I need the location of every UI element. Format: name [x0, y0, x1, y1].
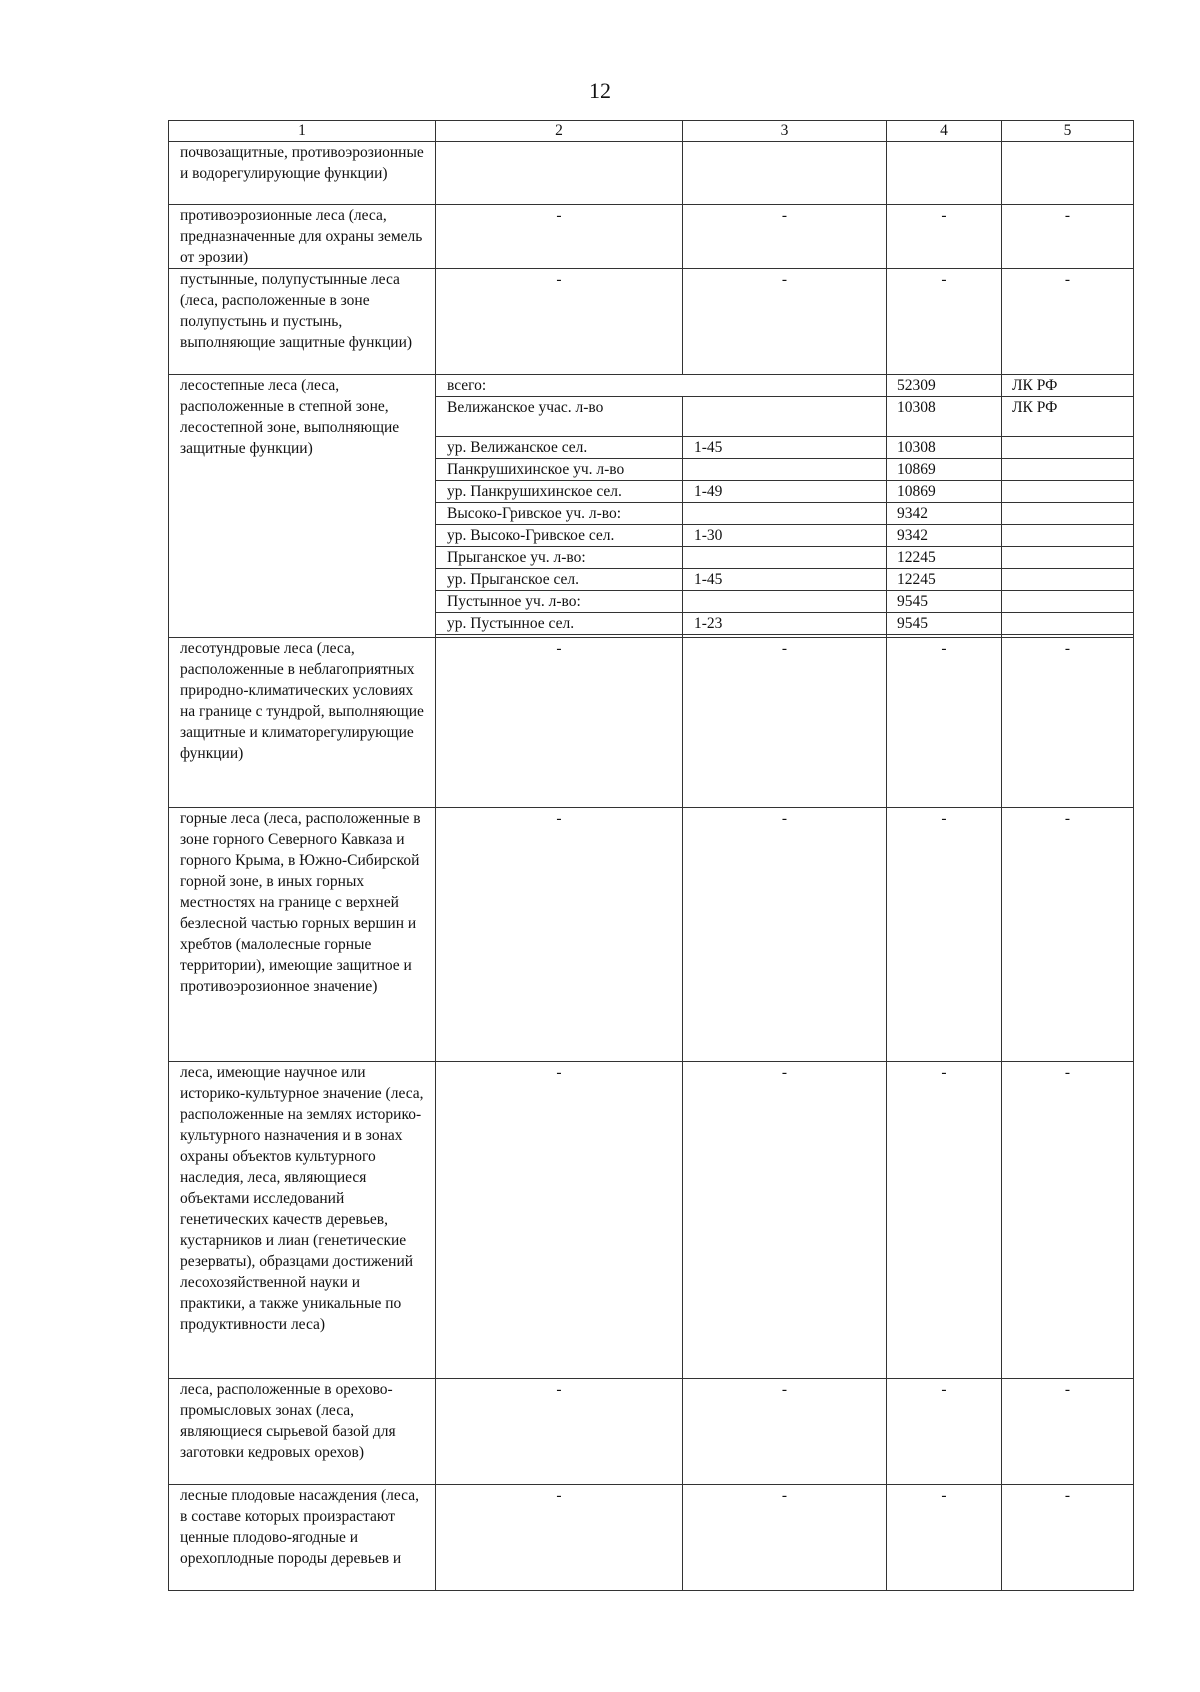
district-quarters: [683, 503, 887, 525]
table-row: [169, 638, 1134, 808]
dash-cell: -: [1002, 1062, 1134, 1379]
dash-cell: -: [887, 205, 1002, 269]
dash-cell: -: [436, 1485, 683, 1591]
dash-cell: -: [683, 808, 887, 1062]
table-row: [169, 142, 1134, 205]
header-col-5: 5: [1002, 121, 1134, 142]
table-row: [169, 1062, 1134, 1379]
row-category: лесотундровые леса (леса, расположенные в неблагоприятных природно-климатических условиях на границе с тундрой, выполняющие защитные и климаторегулирующие функции): [169, 638, 436, 808]
row-category: лесостепные леса (леса, расположенные в степной зоне, лесостепной зоне, выполняющие защитные функции): [169, 375, 436, 638]
district-name: ур. Прыганское сел.: [436, 569, 683, 591]
district-doc: [1002, 525, 1134, 547]
dash-cell: -: [436, 808, 683, 1062]
district-area: 9342: [887, 503, 1002, 525]
row-category: леса, имеющие научное или историко-культурное значение (леса, расположенные на землях историко-культурного назначения и в зонах охраны объектов культурного наследия, леса, являющиеся объектами исследований генетических качеств деревьев, кустарников и лиан (генетические резерваты), образцами достижений лесохозяйственной науки и практики, а также уникальные по продуктивности леса): [169, 1062, 436, 1379]
district-doc: [1002, 591, 1134, 613]
district-name: Высоко-Гривское уч. л-во:: [436, 503, 683, 525]
dash-cell: -: [887, 638, 1002, 808]
district-area: 10869: [887, 481, 1002, 503]
dash-cell: -: [683, 1062, 887, 1379]
district-quarters: 1-23: [683, 613, 887, 635]
district-name: Прыганское уч. л-во:: [436, 547, 683, 569]
district-quarters: [683, 397, 887, 437]
dash-cell: -: [887, 1485, 1002, 1591]
dash-cell: -: [887, 1062, 1002, 1379]
district-quarters: [683, 459, 887, 481]
header-col-1: 1: [169, 121, 436, 142]
dash-cell: -: [887, 269, 1002, 375]
table-row: [169, 808, 1134, 1062]
table-row: [169, 205, 1134, 269]
district-area: 10869: [887, 459, 1002, 481]
district-quarters: [683, 591, 887, 613]
district-name: Велижанское учас. л-во: [436, 397, 683, 437]
row-category: почвозащитные, противоэрозионные и водорегулирующие функции): [169, 142, 436, 205]
district-doc: [1002, 569, 1134, 591]
table-row: [169, 269, 1134, 375]
dash-cell: -: [683, 269, 887, 375]
header-col-2: 2: [436, 121, 683, 142]
district-quarters: 1-45: [683, 569, 887, 591]
district-area: 9545: [887, 613, 1002, 635]
district-quarters: 1-30: [683, 525, 887, 547]
dash-cell: -: [1002, 269, 1134, 375]
dash-cell: -: [1002, 638, 1134, 808]
dash-cell: -: [436, 1379, 683, 1485]
dash-cell: -: [887, 808, 1002, 1062]
total-label: всего:: [436, 375, 887, 397]
row-category: противоэрозионные леса (леса, предназначенные для охраны земель от эрозии): [169, 205, 436, 269]
district-doc: [1002, 547, 1134, 569]
total-doc: ЛК РФ: [1002, 375, 1134, 397]
district-name: ур. Высоко-Гривское сел.: [436, 525, 683, 547]
table-row: [169, 1379, 1134, 1485]
row-category: горные леса (леса, расположенные в зоне горного Северного Кавказа и горного Крыма, в Южно-Сибирской горной зоне, в иных горных местностях на границе с верхней безлесной частью горных вершин и хребтов (малолесные горные территории), имеющие защитное и противоэрозионное значение): [169, 808, 436, 1062]
district-doc: [1002, 613, 1134, 635]
dash-cell: -: [683, 205, 887, 269]
district-name: Пустынное уч. л-во:: [436, 591, 683, 613]
total-area: 52309: [887, 375, 1002, 397]
district-name: ур. Панкрушихинское сел.: [436, 481, 683, 503]
district-doc: [1002, 459, 1134, 481]
dash-cell: -: [1002, 1379, 1134, 1485]
row-category: лесные плодовые насаждения (леса, в составе которых произрастают ценные плодово-ягодные и орехоплодные породы деревьев и: [169, 1485, 436, 1591]
dash-cell: -: [887, 1379, 1002, 1485]
district-area: 9342: [887, 525, 1002, 547]
dash-cell: -: [683, 1379, 887, 1485]
dash-cell: -: [436, 269, 683, 375]
row-category: леса, расположенные в орехово-промысловых зонах (леса, являющиеся сырьевой базой для заготовки кедровых орехов): [169, 1379, 436, 1485]
district-doc: ЛК РФ: [1002, 397, 1134, 437]
district-doc: [1002, 437, 1134, 459]
district-area: 10308: [887, 437, 1002, 459]
header-row: [169, 121, 1134, 142]
district-quarters: 1-45: [683, 437, 887, 459]
dash-cell: -: [436, 1062, 683, 1379]
district-name: ур. Пустынное сел.: [436, 613, 683, 635]
protective-forests-table: [168, 120, 1134, 1591]
district-area: 12245: [887, 569, 1002, 591]
district-doc: [1002, 481, 1134, 503]
dash-cell: -: [1002, 205, 1134, 269]
table-row: [169, 1485, 1134, 1591]
dash-cell: -: [683, 638, 887, 808]
district-quarters: [683, 547, 887, 569]
page-number: 12: [589, 78, 611, 103]
row-category: пустынные, полупустынные леса (леса, расположенные в зоне полупустынь и пустынь, выполняющие защитные функции): [169, 269, 436, 375]
header-col-4: 4: [887, 121, 1002, 142]
header-col-3: 3: [683, 121, 887, 142]
dash-cell: -: [436, 638, 683, 808]
district-area: 9545: [887, 591, 1002, 613]
district-area: 10308: [887, 397, 1002, 437]
district-name: ур. Велижанское сел.: [436, 437, 683, 459]
district-doc: [1002, 503, 1134, 525]
forest-steppe-total-row: [169, 375, 1134, 397]
district-area: 12245: [887, 547, 1002, 569]
district-quarters: 1-49: [683, 481, 887, 503]
dash-cell: -: [436, 205, 683, 269]
district-name: Панкрушихинское уч. л-во: [436, 459, 683, 481]
dash-cell: -: [1002, 1485, 1134, 1591]
dash-cell: -: [1002, 808, 1134, 1062]
dash-cell: -: [683, 1485, 887, 1591]
